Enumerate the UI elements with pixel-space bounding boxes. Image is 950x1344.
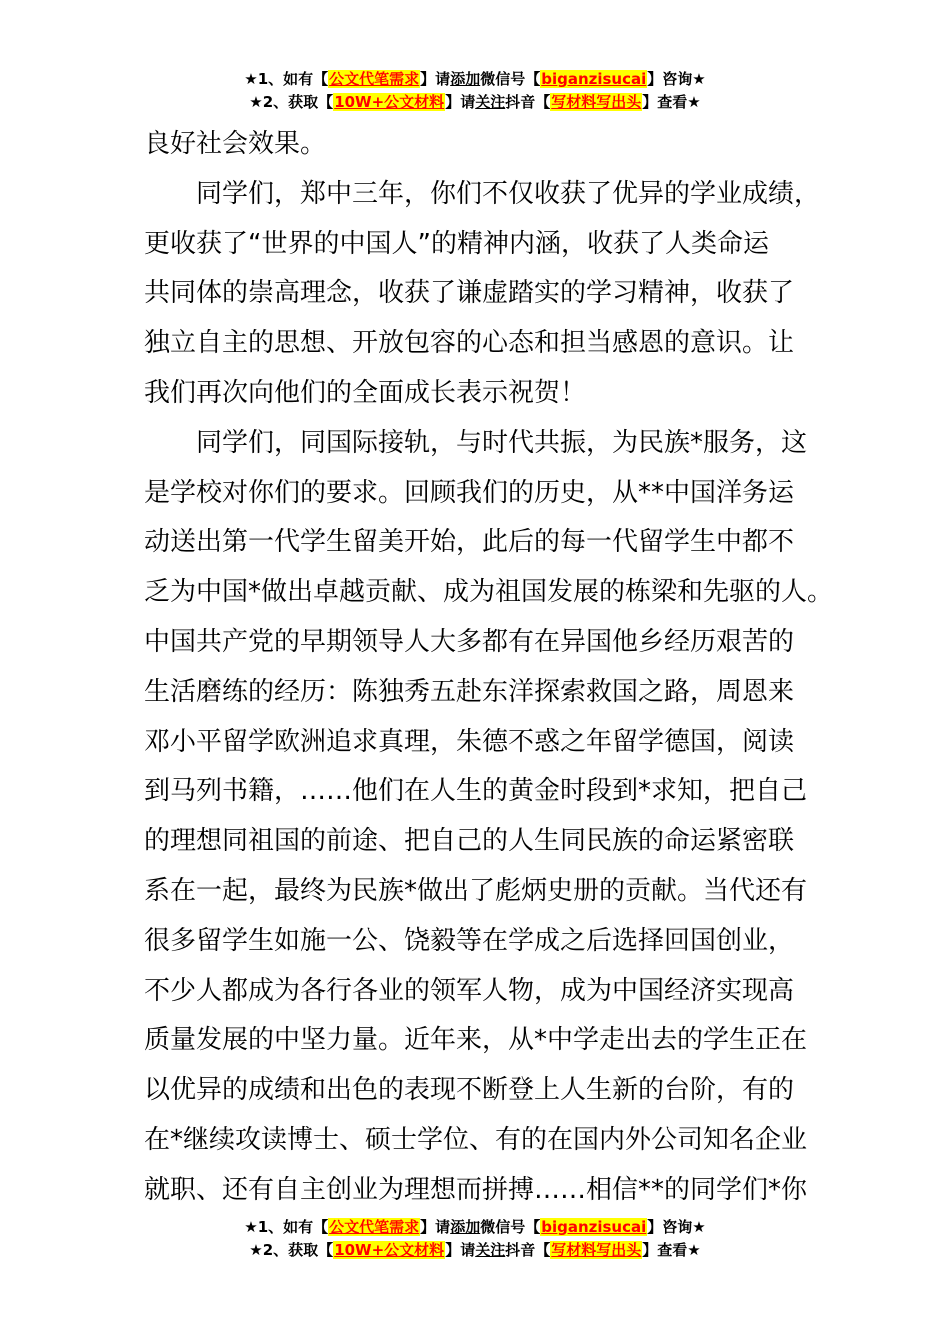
- banner-text: 】请: [420, 1218, 451, 1236]
- banner-highlight: 10W+公文材料: [334, 1241, 445, 1259]
- paragraph-start-line: 同学们，同国际接轨，与时代共振，为民族*服务，这: [196, 427, 808, 458]
- banner-highlight: 公文代笔需求: [329, 1218, 420, 1236]
- banner-text: 抖音【: [505, 93, 551, 111]
- banner-underlined-text: 关注: [475, 93, 506, 111]
- text-line: 不少人都成为各行各业的领军人物，成为中国经济实现高: [144, 975, 795, 1006]
- text-line: 动送出第一代学生留美开始，此后的每一代留学生中都不: [144, 527, 795, 558]
- text-line: 良好社会效果。: [144, 129, 327, 159]
- banner-highlight-douyin-id: 写材料写出头: [551, 1241, 642, 1259]
- banner-text: 抖音【: [505, 1241, 551, 1259]
- text-line: 的理想同祖国的前途、把自己的人生同民族的命运紧密联: [144, 826, 795, 857]
- banner-line-1: [0, 1216, 950, 1239]
- text-line: 中国共产党的早期领导人大多都有在异国他乡经历艰苦的: [144, 626, 795, 657]
- text-line: 质量发展的中坚力量。近年来，从*中学走出去的学生正在: [144, 1025, 808, 1056]
- text-line: 很多留学生如施一公、饶毅等在学成之后选择回国创业，: [144, 925, 795, 956]
- banner-highlight-wechat-id: biganzisucai: [541, 1218, 647, 1236]
- banner-text: 】咨询★: [647, 1218, 706, 1236]
- banner-text: 】请: [420, 70, 451, 88]
- banner-underlined-text: 添加: [450, 70, 481, 88]
- banner-text: 】请: [445, 93, 476, 111]
- banner-line-2: [0, 91, 950, 114]
- banner-text: 】请: [445, 1241, 476, 1259]
- paragraph-start-line: 同学们，郑中三年，你们不仅收获了优异的学业成绩，: [196, 178, 821, 209]
- banner-text: ★1、如有【: [244, 1218, 329, 1236]
- text-line: 我们再次向他们的全面成长表示祝贺！: [144, 377, 587, 408]
- text-line: 在*继续攻读博士、硕士学位、有的在国内外公司知名企业: [144, 1124, 808, 1155]
- document-body: [144, 120, 834, 1216]
- banner-text: 】查看★: [642, 1241, 701, 1259]
- text-line: 乏为中国*做出卓越贡献、成为祖国发展的栋梁和先驱的人。: [144, 577, 834, 608]
- banner-highlight: 10W+公文材料: [334, 93, 445, 111]
- banner-underlined-text: 关注: [475, 1241, 506, 1259]
- banner-highlight-wechat-id: biganzisucai: [541, 70, 647, 88]
- text-line: 以优异的成绩和出色的表现不断登上人生新的台阶，有的: [144, 1075, 795, 1106]
- text-line: 生活磨练的经历：陈独秀五赴东洋探索救国之路，周恩来: [144, 676, 795, 707]
- banner-line-2: [0, 1239, 950, 1262]
- footer-banner: [0, 1216, 950, 1262]
- banner-underlined-text: 添加: [450, 1218, 481, 1236]
- banner-text: ★1、如有【: [244, 70, 329, 88]
- text-line: 共同体的崇高理念，收获了谦虚踏实的学习精神，收获了: [144, 278, 795, 309]
- text-line: 系在一起，最终为民族*做出了彪炳史册的贡献。当代还有: [144, 875, 808, 906]
- text-line: 更收获了“世界的中国人”的精神内涵，收获了人类命运: [144, 228, 769, 259]
- text-line: 是学校对你们的要求。回顾我们的历史，从**中国洋务运: [144, 477, 795, 508]
- banner-text: 微信号【: [480, 1218, 541, 1236]
- text-line: 就职、还有自主创业为理想而拼搏……相信**的同学们*你: [144, 1174, 808, 1205]
- banner-text: ★2、获取【: [249, 93, 334, 111]
- banner-text: 微信号【: [480, 70, 541, 88]
- banner-line-1: [0, 68, 950, 91]
- text-line: 独立自主的思想、开放包容的心态和担当感恩的意识。让: [144, 328, 795, 359]
- banner-highlight-douyin-id: 写材料写出头: [551, 93, 642, 111]
- text-line: 到马列书籍，……他们在人生的黄金时段到*求知，把自己: [144, 776, 808, 807]
- banner-text: 】咨询★: [647, 70, 706, 88]
- header-banner: [0, 68, 950, 114]
- banner-text: ★2、获取【: [249, 1241, 334, 1259]
- banner-highlight: 公文代笔需求: [329, 70, 420, 88]
- text-line: 邓小平留学欧洲追求真理，朱德不惑之年留学德国，阅读: [144, 726, 795, 757]
- banner-text: 】查看★: [642, 93, 701, 111]
